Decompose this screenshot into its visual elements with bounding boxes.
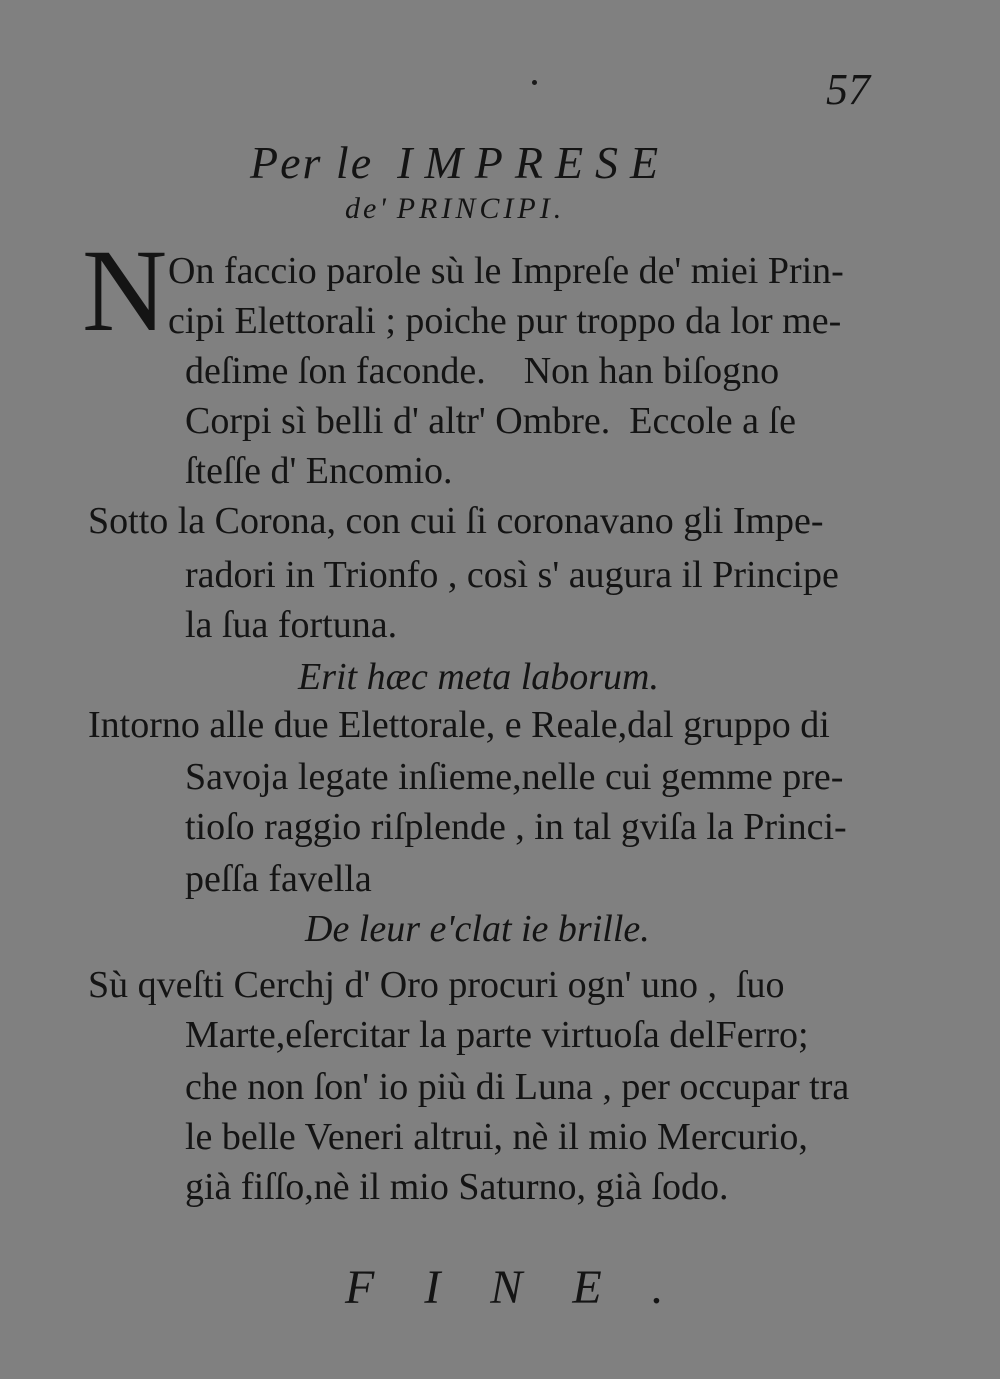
subtitle-prefix: de'	[345, 192, 389, 225]
text-line: le belle Veneri altrui, nè il mio Mercurio,	[185, 1116, 808, 1158]
ink-speck	[532, 80, 537, 85]
title-line-2	[345, 192, 565, 226]
title-caps: IMPRESE	[397, 137, 671, 188]
text-line: Sù qveſti Cerchj d' Oro procuri ogn' uno , ſuo	[88, 964, 785, 1006]
text-line: deſime ſon faconde. Non han biſogno	[185, 350, 780, 392]
text-line: ſteſſe d' Encomio.	[185, 450, 453, 492]
text-line: On faccio parole sù le Impreſe de' miei Prin-	[168, 250, 844, 292]
subtitle-caps: PRINCIPI.	[396, 192, 566, 225]
title-prefix: Per le	[250, 137, 374, 188]
title-line-1	[250, 136, 670, 189]
text-line: che non ſon' io più di Luna , per occupar tra	[185, 1066, 850, 1108]
text-line: tioſo raggio riſplende , in tal gviſa la Princi-	[185, 806, 847, 848]
page-number: 57	[826, 65, 870, 114]
closing-word: FINE.	[345, 1261, 714, 1314]
text-line: radori in Trionfo , così s' augura il Principe	[185, 554, 839, 596]
drop-cap: N	[82, 225, 168, 356]
motto: De leur e'clat ie brille.	[305, 908, 650, 950]
text-line: già fiſſo,nè il mio Saturno, già ſodo.	[185, 1166, 729, 1208]
text-line: Corpi sì belli d' altr' Ombre. Eccole a ſe	[185, 400, 796, 442]
text-line: Intorno alle due Elettorale, e Reale,dal gruppo di	[88, 704, 830, 746]
text-line: la ſua fortuna.	[185, 604, 398, 646]
text-line: cipi Elettorali ; poiche pur troppo da lor me-	[168, 300, 842, 342]
text-line: Savoja legate inſieme,nelle cui gemme pre-	[185, 756, 844, 798]
text-line: Marte,eſercitar la parte virtuoſa delFerro;	[185, 1014, 809, 1056]
text-line: peſſa favella	[185, 858, 372, 900]
motto: Erit hæc meta laborum.	[298, 656, 659, 698]
text-line: Sotto la Corona, con cui ſi coronavano gli Impe-	[88, 500, 824, 542]
